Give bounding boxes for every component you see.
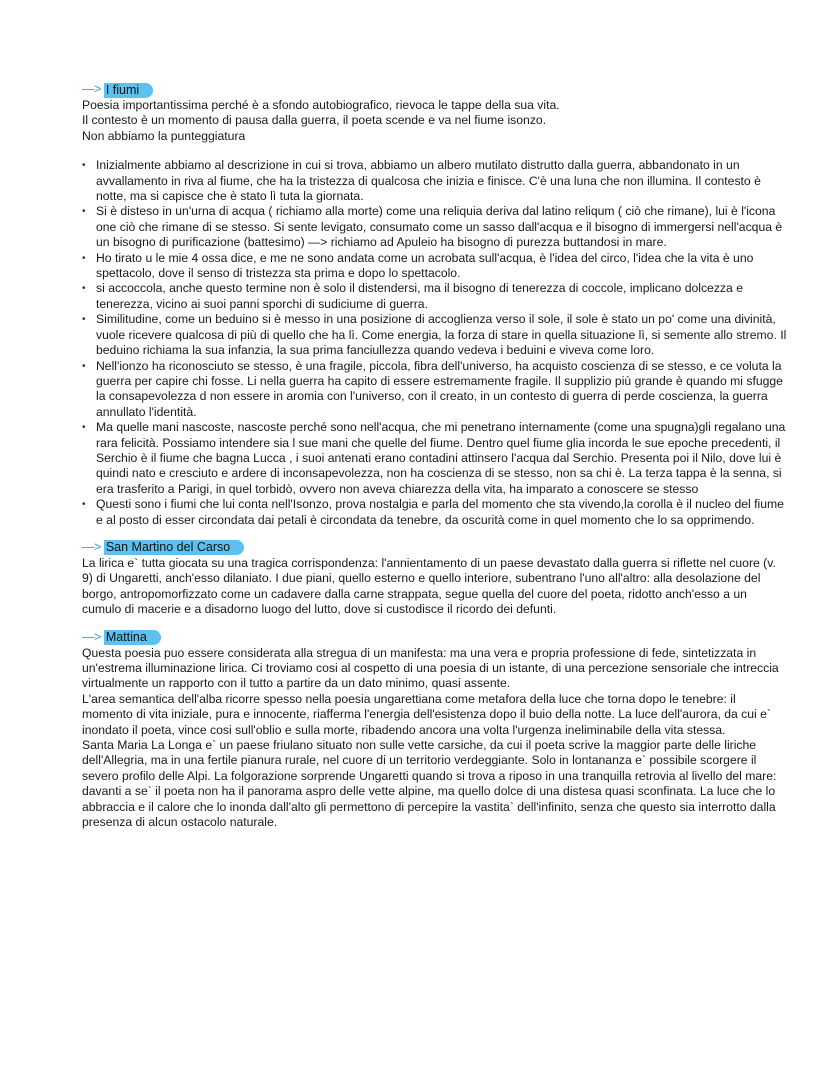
paragraph: La lirica e` tutta giocata su una tragica corrispondenza: l'annientamento di un paese devastato dalla guerra si riflette nel cuore (v. 9) di Ungaretti, anch'esso dilaniato. I due piani, quello esterno e quello interiore, subentrano l'uno all'altro: alla desolazione del borgo, antropomorfizzato come un cadavere dalla carne strappata, segue quella del cuore del poeta, ridotto anch'esso a un cumulo di macerie e a disadorno luogo del lutto, dove si custodisce il ricordo dei defunti. <box>82 555 776 617</box>
section-spacer <box>82 618 788 630</box>
paragraph: L'area semantica dell'alba ricorre spesso nella poesia ungarettiana come metafora della luce che torna dopo le tenebre: il momento di vita iniziale, pura e innocente, riafferma l'energia dell'esistenza dopo il buio della notte. La luce dell'aurora, da cui e` inondato il poeta, vince cosi sull'oblio e sulla morte, ribadendo ancora una volta l'urgenza ineliminabile della vita stessa. <box>82 691 771 737</box>
section-spacer <box>82 528 788 540</box>
arrow-marker: —> <box>82 629 101 644</box>
bullet-list <box>82 158 788 528</box>
list-item: • si accoccola, anche questo termine non è solo il distendersi, ma il bisogno di tenerezza di coccole, implicano dolcezza e tenerezza, vicino ai suoi panni sporchi di sudiciume di guerra. <box>96 281 788 312</box>
list-item: • Ma quelle mani nascoste, nascoste perché sono nell'acqua, che mi penetrano internamente (come una spugna)gli regalano una rara felicità. Possiamo intendere sia l sue mani che quelle del fiume. Dentro quel fiume glia incorda le sue epoche precedenti, il Serchio è il fiume che bagna Lucca , i suoi antenati erano contadini attinsero l'acqua dal Serchio. Presenta poi il Nilo, dove lui è quindi nato e cresciuto e ardere di inconsapevolezza, non ha coscienza di se stesso, non sa chi è. La terza tappa è la senna, si era trasferito a Parigi, in quel torbidò, ovvero non aveva chiarezza della vita, ha imparato a conoscere se stesso <box>96 420 788 497</box>
section-heading-san-martino <box>82 540 788 556</box>
section-heading-i-fiumi <box>82 82 788 98</box>
highlighted-title: I fiumi <box>104 83 153 98</box>
intro-line: Non abbiamo la punteggiatura <box>82 128 246 143</box>
arrow-marker: —> <box>82 82 101 97</box>
list-item: • Si è disteso in un'urna di acqua ( richiamo alla morte) come una reliquia deriva dal latino reliqum ( ciò che rimane), lui è l'icona one ciò che rimane di se stesso. Si sente levigato, consumato come un sasso dall'acqua e il bisogno di immergersi nell'acqua è un bisogno di purificazione (battesimo) —> richiamo ad Apuleio ha bisogno di purezza buttandosi in mare. <box>96 204 788 250</box>
list-item: • Inizialmente abbiamo al descrizione in cui si trova, abbiamo un albero mutilato distrutto dalla guerra, abbandonato in un avvallamento in riva al fiume, che ha la tristezza di qualcosa che inizia e finisce. C'è una luna che non illumina. Il contesto è notte, ma si capisce che è stato lì tuta la giornata. <box>96 158 788 204</box>
list-item: • Nell'ionzo ha riconosciuto se stesso, è una fragile, piccola, fibra dell'universo, ha acquisto coscienza di se stesso, e ce voluta la guerra per capire chi fosse. Li nella guerra ha capito di essere estremamente fragile. Il supplizio più grande è quando mi sfugge la consapevolezza d non essere in aromia con l'universo, con il creato, in un contesto di guerra di perde coscienza, la guerra annullato l'identità. <box>96 359 788 421</box>
arrow-marker: —> <box>82 540 101 555</box>
highlighted-title: San Martino del Carso <box>104 540 244 555</box>
intro-line: Poesia importantissima perché è a sfondo autobiografico, rievoca le tappe della sua vita. <box>82 98 560 112</box>
section-heading-mattina <box>82 630 788 646</box>
paragraph: Questa poesia puo essere considerata alla stregua di un manifesta: ma una vera e propria professione di fede, sintetizzata in un'estrema illuminazione lirica. Ci troviamo cosi al cospetto di una poesia di un istante, di una percezione sensoriale che intreccia virtualmente un rapporto con il tutto a partire da un dato minimo, quasi assente. <box>82 645 779 691</box>
list-item: • Ho tirato u le mie 4 ossa dice, e me ne sono andata come un acrobata sull'acqua, è l'idea del circo, l'idea che la vita è uno spettacolo, dove il senso di tristezza sta prima e dopo lo spettacolo. <box>96 251 788 282</box>
intro-line: Il contesto è un momento di pausa dalla guerra, il poeta scende e va nel fiume isonzo. <box>82 113 547 128</box>
paragraph: Santa Maria La Longa e` un paese friulano situato non sulle vette carsiche, da cui il poeta scrive la maggior parte delle liriche dell'Allegria, ma in una fertile pianura rurale, nel cuore di un territorio verdeggiante. Solo in lontananza e` possibile scorgere il severo profilo delle Alpi. La folgorazione sorprende Ungaretti quando si trova a riposo in una tranquilla retrovia al livello del mare: davanti a se` il poeta non ha il panorama aspro delle vette alpine, ma quello dolce di una distesa quasi sconfinata. La luce che lo abbraccia e il calore che lo inonda dall'alto gli permettono di percepire la vastita` dell'infinito, senza che questo sia interrotto dalla presenza di alcun ostacolo naturale. <box>82 738 777 830</box>
list-item: • Questi sono i fiumi che lui conta nell'Isonzo, prova nostalgia e parla del momento che sta vivendo,la corolla è il nucleo del fiume e al posto di esser circondata dai petali è circondata da tenebre, da oscurità come in quel momento che lo sa opprimendo. <box>96 497 788 528</box>
list-item: • Similitudine, come un beduino si è messo in una posizione di accoglienza verso il sole, il sole è stato un po' come una divinità, vuole ricevere qualcosa di più di quello che ha lì. Come energia, la forza di stare in quella situazione lì, si semente allo stremo. Il beduino richiama la sua infanzia, la sua prima fanciullezza quando vedeva i beduini e viveva come loro. <box>96 312 788 358</box>
highlighted-title: Mattina <box>104 630 161 645</box>
